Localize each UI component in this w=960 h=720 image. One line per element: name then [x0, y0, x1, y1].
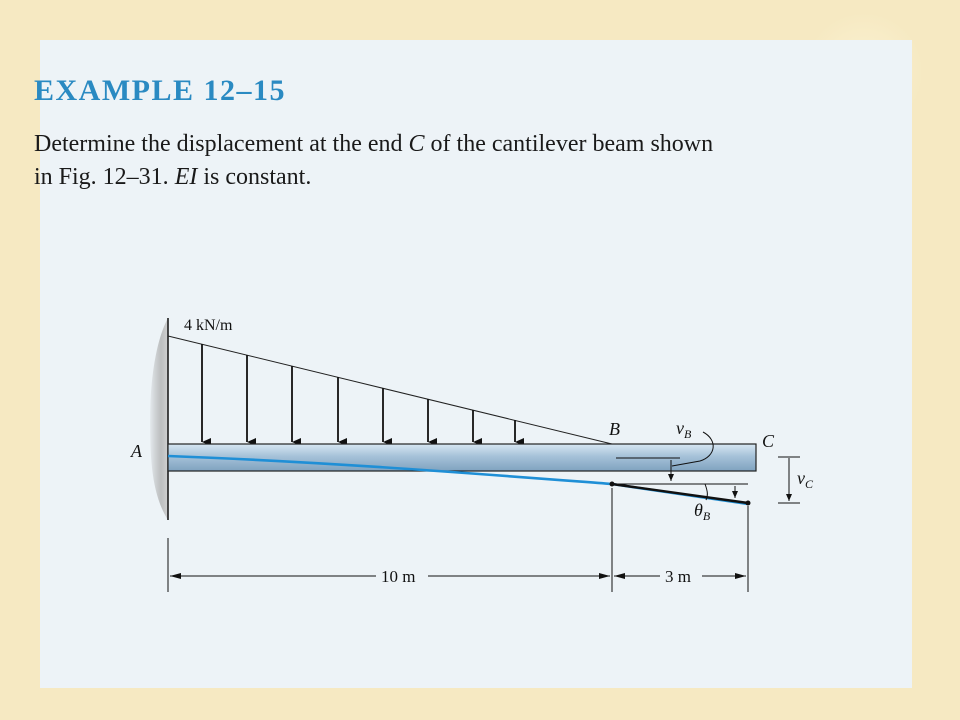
- load-arrows: [202, 344, 515, 442]
- problem-point-c: C: [408, 131, 425, 157]
- theta-b-label: $\theta_B$: [694, 500, 711, 523]
- vc-label: $v_C$: [797, 468, 814, 491]
- vb-label: $v_B$: [676, 418, 692, 441]
- dim-ab-label: 10 m: [381, 567, 416, 586]
- problem-text-3: in Fig. 12–31.: [34, 164, 175, 190]
- problem-ei: EI: [174, 164, 198, 190]
- load-label: 4 kN/m: [184, 317, 233, 334]
- tangent-line-b: [612, 484, 748, 503]
- fixed-support-wall: [150, 318, 168, 520]
- example-title: EXAMPLE 12–15: [34, 74, 286, 107]
- problem-text-4: is constant.: [197, 164, 312, 190]
- load-envelope: [168, 336, 612, 444]
- point-c-marker: [746, 501, 751, 506]
- label-b: B: [609, 419, 620, 439]
- problem-text-1: Determine the displacement at the end: [34, 131, 409, 157]
- label-c: C: [762, 431, 775, 451]
- label-a: A: [131, 441, 142, 461]
- problem-text-2: of the cantilever beam shown: [424, 131, 714, 157]
- dim-bc-label: 3 m: [665, 567, 691, 586]
